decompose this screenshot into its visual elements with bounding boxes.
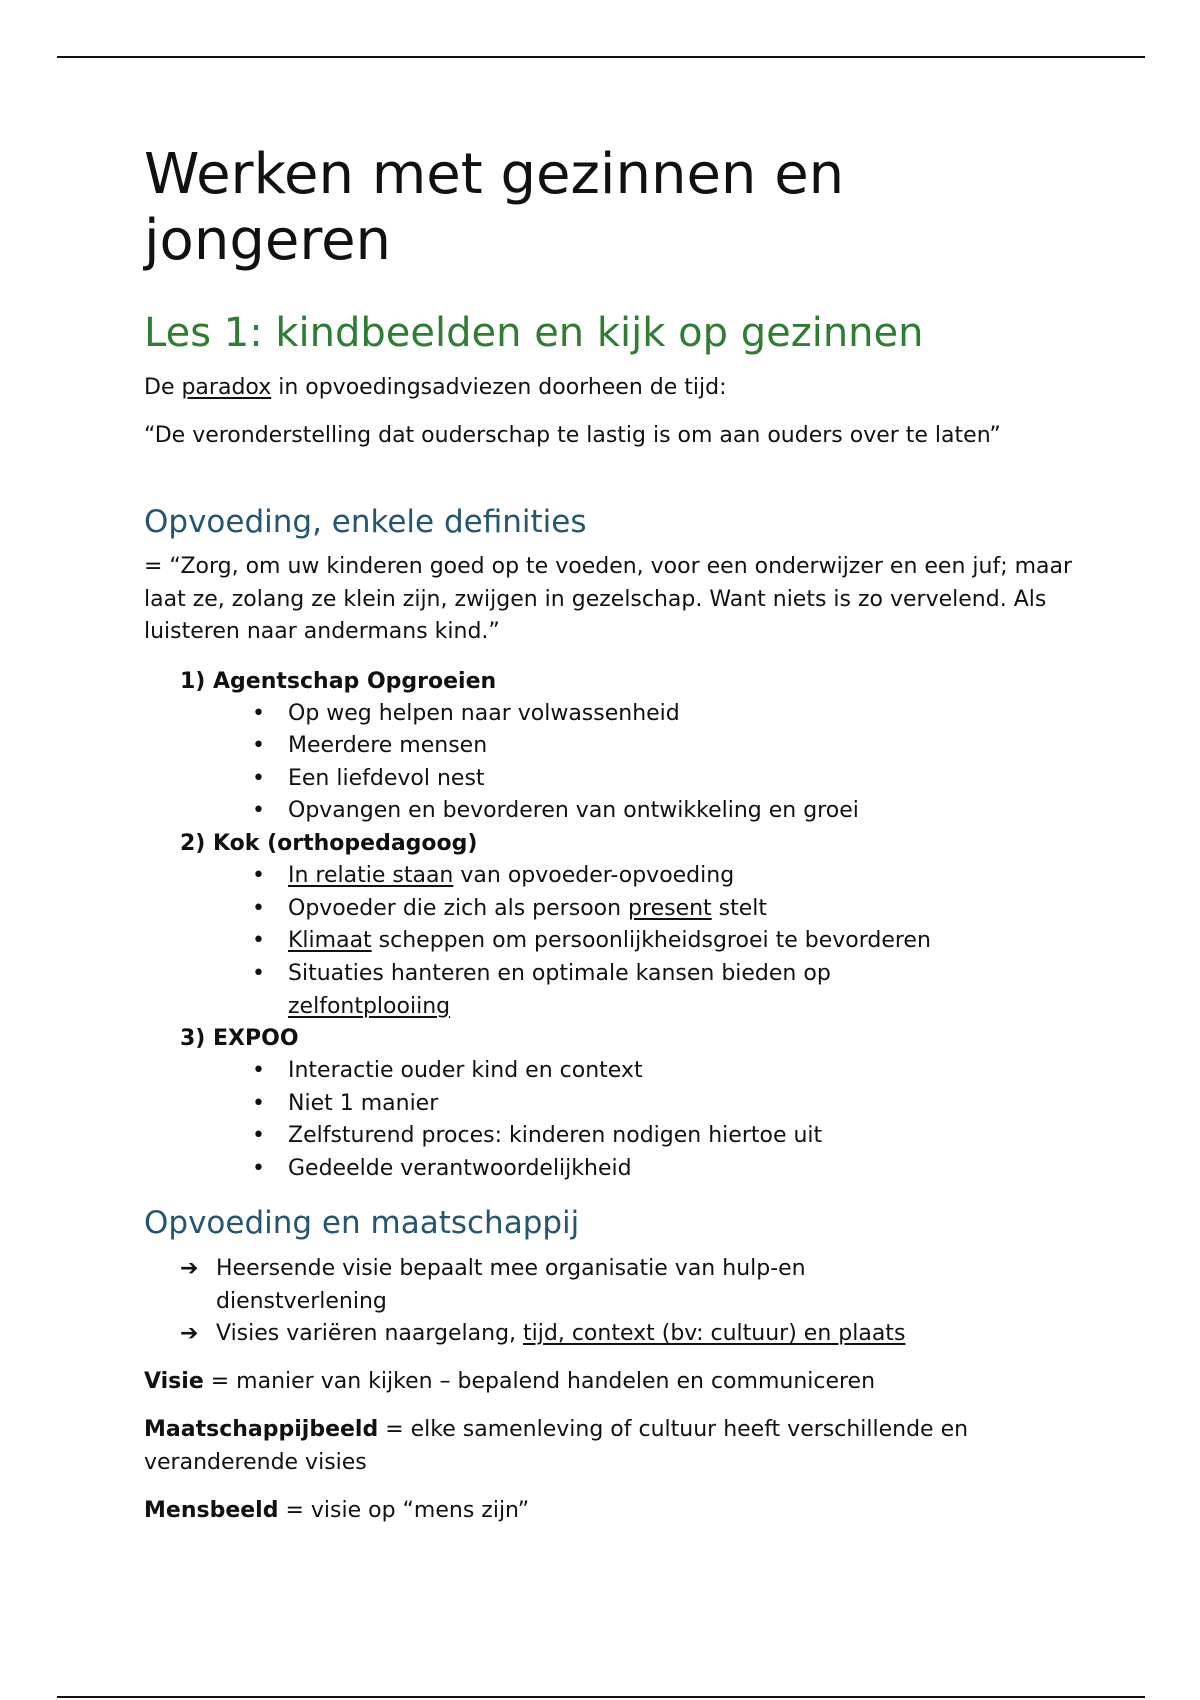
arrow-right-icon: ➔ — [180, 1321, 199, 1346]
bullet-icon: • — [252, 961, 265, 986]
intro-quote: “De veronderstelling dat ouderschap te lastig is om aan ouders over te laten” — [144, 423, 1001, 448]
lesson-heading: Les 1: kindbeelden en kijk op gezinnen — [144, 310, 924, 356]
list-item: • Zelfsturend proces: kinderen nodigen hiertoe uit — [288, 1120, 1048, 1153]
arrow-right-icon: ➔ — [180, 1256, 199, 1281]
bullet-icon: • — [252, 928, 265, 953]
list-item: • Situaties hanteren en optimale kansen bieden op zelfontplooiing — [288, 958, 908, 1023]
section-heading-definities: Opvoeding, enkele definities — [144, 504, 587, 540]
list-item: • Meerdere mensen — [288, 730, 1048, 763]
page-bottom-rule — [57, 1696, 1145, 1698]
section-heading-maatschappij: Opvoeding en maatschappij — [144, 1205, 580, 1241]
term-visie: Visie = manier van kijken – bepalend handelen en communiceren — [144, 1369, 876, 1394]
bullet-icon: • — [252, 1091, 265, 1116]
list-item: • Op weg helpen naar volwassenheid — [288, 698, 1048, 731]
bullet-icon: • — [252, 1058, 265, 1083]
bullet-icon: • — [252, 863, 265, 888]
list-item: • Gedeelde verantwoordelijkheid — [288, 1153, 1048, 1186]
list-item: • Niet 1 manier — [288, 1088, 1048, 1121]
bullet-icon: • — [252, 701, 265, 726]
list-item: • Opvangen en bevorderen van ontwikkeling en groei — [288, 795, 1048, 828]
arrow-point: ➔ Visies variëren naargelang, tijd, context (bv: cultuur) en plaats — [216, 1318, 1016, 1351]
bullet-icon: • — [252, 733, 265, 758]
list-item: • Opvoeder die zich als persoon present stelt — [288, 893, 1048, 926]
list-item: • Een liefdevol nest — [288, 763, 1048, 796]
definition-label-agentschap: 1) Agentschap Opgroeien — [180, 669, 497, 694]
term-mensbeeld: Mensbeeld = visie op “mens zijn” — [144, 1498, 530, 1523]
list-item: • Interactie ouder kind en context — [288, 1055, 1048, 1088]
page-top-rule — [57, 56, 1145, 58]
bullet-icon: • — [252, 766, 265, 791]
document-title: Werken met gezinnen en jongeren — [144, 142, 845, 273]
definition-label-kok: 2) Kok (orthopedagoog) — [180, 831, 478, 856]
intro-paragraph: De paradox in opvoedingsadviezen doorheen de tijd: — [144, 375, 727, 400]
bullet-icon: • — [252, 798, 265, 823]
bullet-icon: • — [252, 1156, 265, 1181]
bullet-icon: • — [252, 1123, 265, 1148]
paradox-term: paradox — [181, 375, 272, 400]
bullet-icon: • — [252, 896, 265, 921]
list-item: • Klimaat scheppen om persoonlijkheidsgroei te bevorderen — [288, 925, 1048, 958]
term-maatschappijbeeld: Maatschappijbeeld = elke samenleving of cultuur heeft verschillende en veranderende visies — [144, 1417, 969, 1475]
definition-label-expoo: 3) EXPOO — [180, 1026, 299, 1051]
list-item: • In relatie staan van opvoeder-opvoeding — [288, 860, 1048, 893]
arrow-point: ➔ Heersende visie bepaalt mee organisatie van hulp-en dienstverlening — [216, 1253, 916, 1318]
definities-quote: = “Zorg, om uw kinderen goed op te voeden, voor een onderwijzer en een juf; maar laat ze, zolang ze klein zijn, zwijgen in gezelschap. Want niets is zo vervelend. Als luisteren naar andermans kind.” — [144, 554, 1073, 644]
